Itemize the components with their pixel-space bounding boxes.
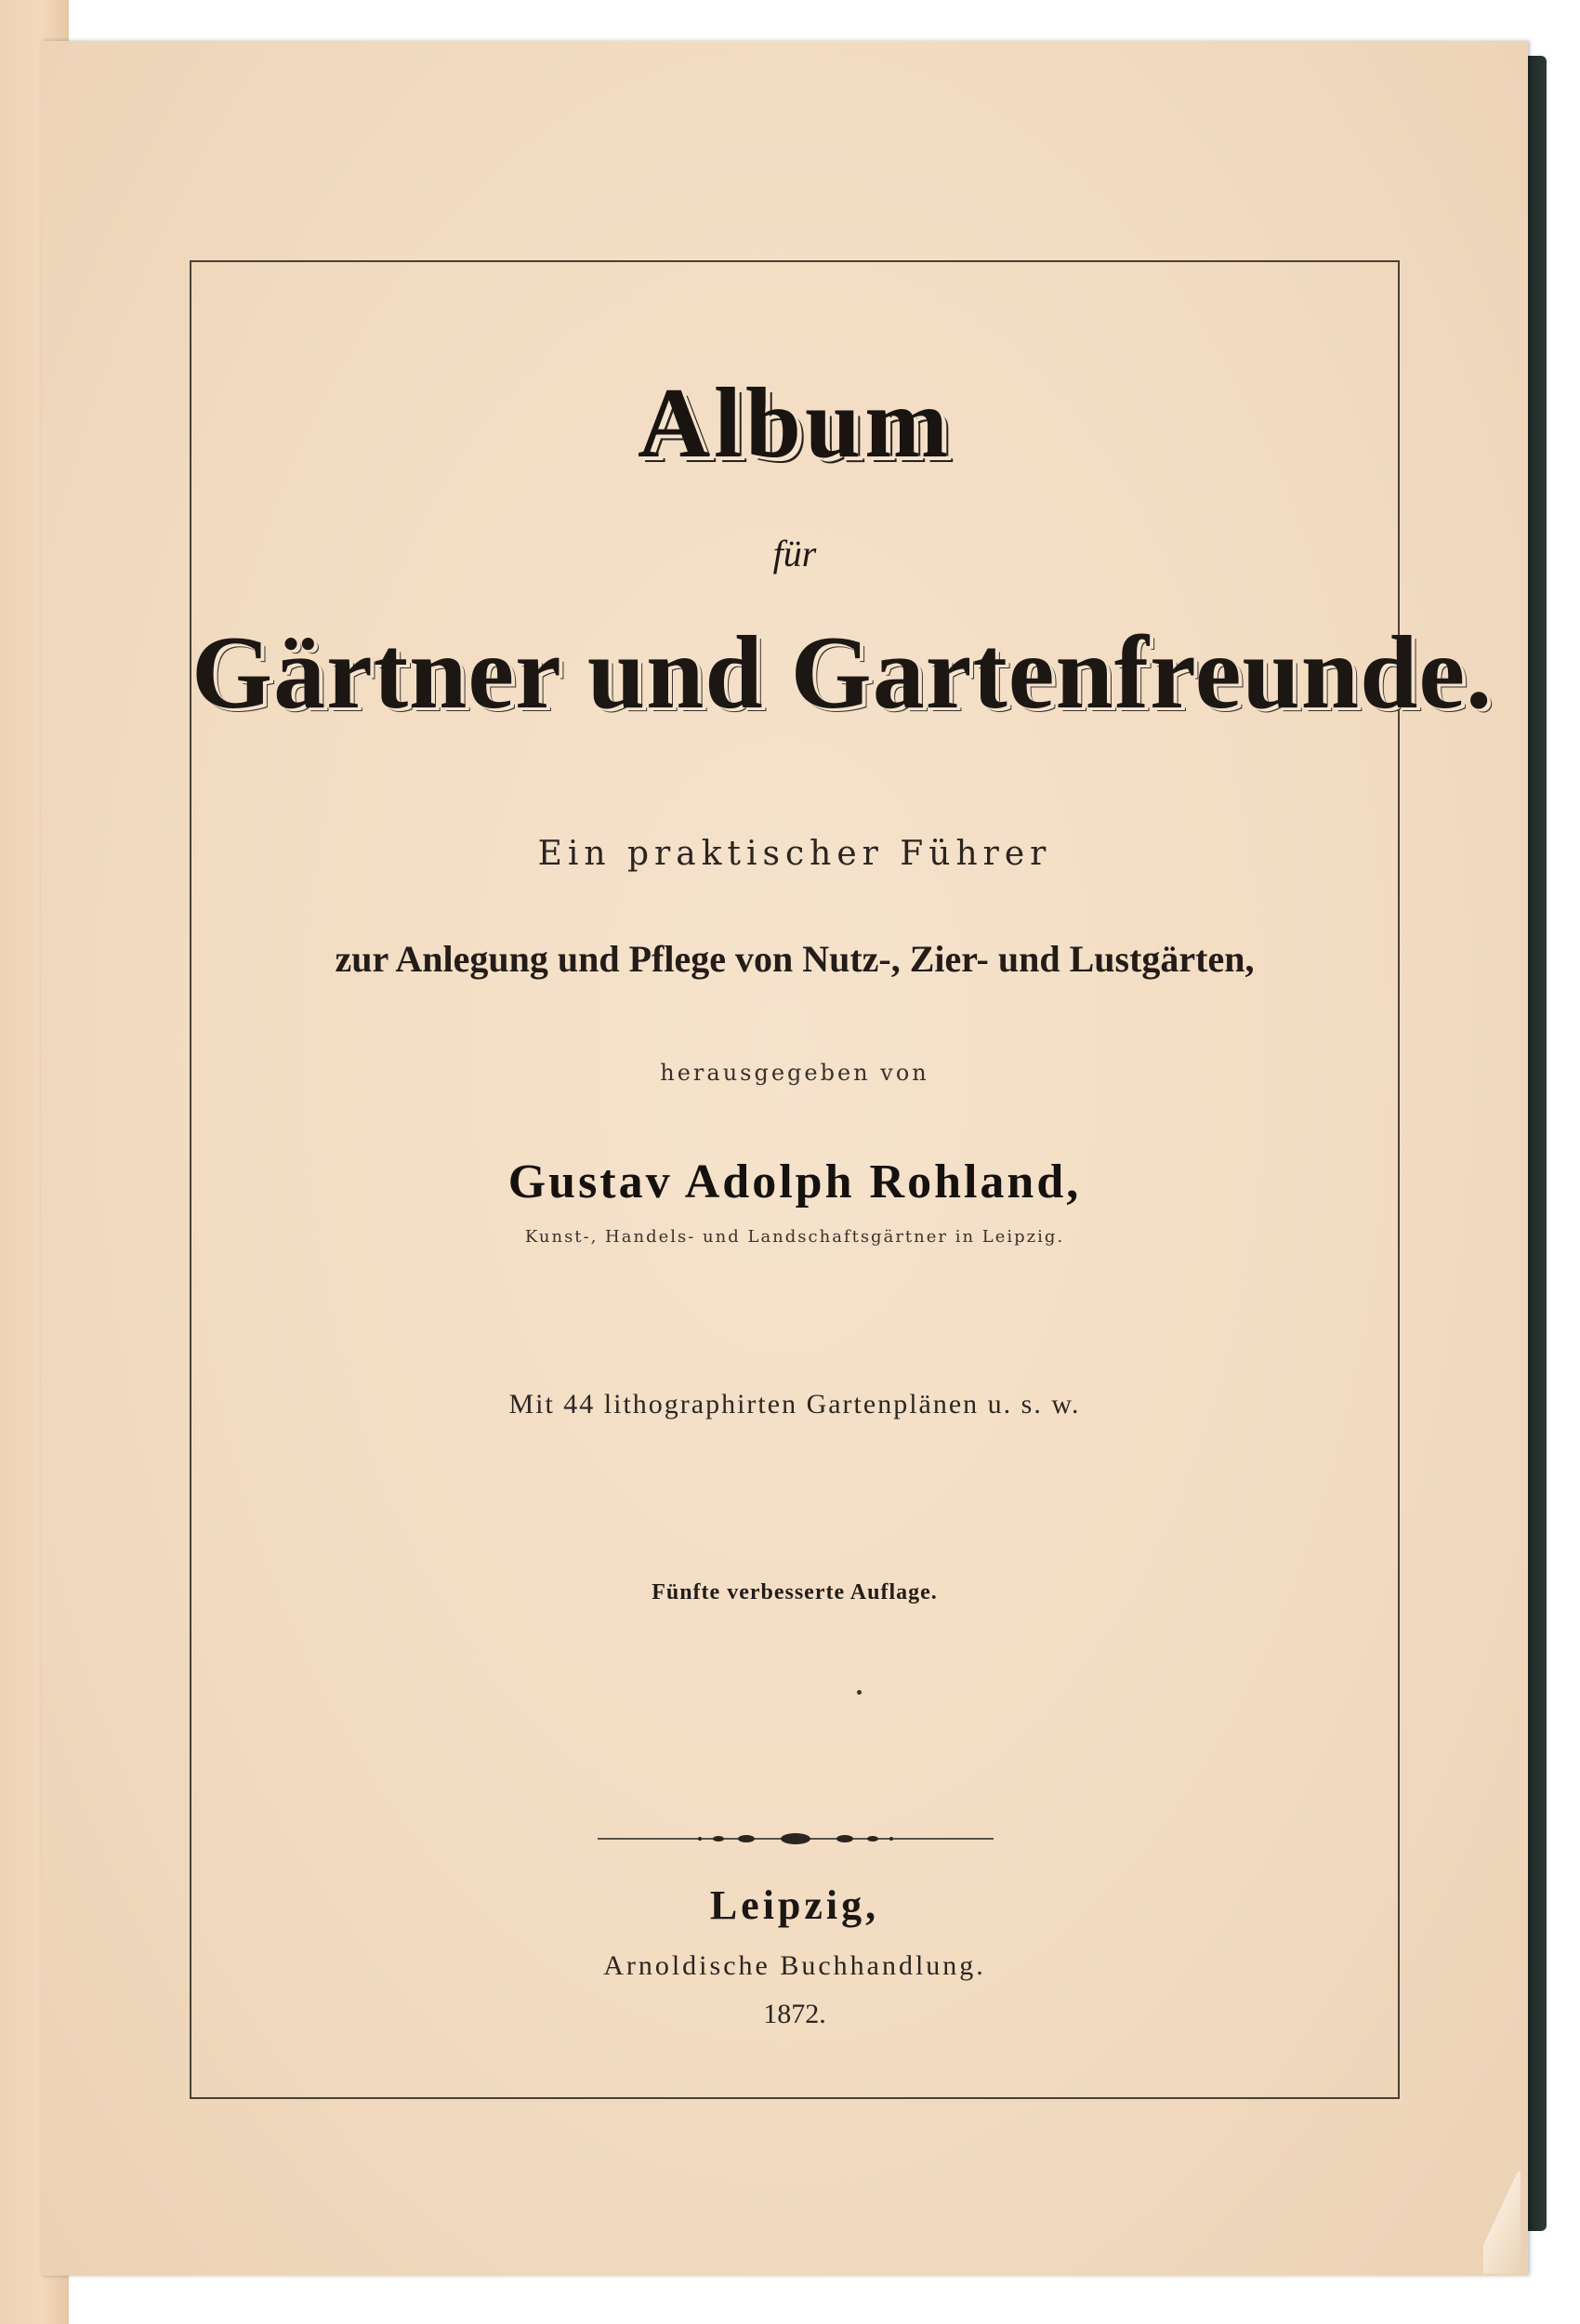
author-name: Gustav Adolph Rohland,	[507, 1155, 1082, 1208]
ornament-divider-icon	[598, 1828, 994, 1850]
book-title: Album	[637, 368, 953, 479]
publication-year: 1872.	[763, 1999, 826, 2029]
illustrations-note: Mit 44 lithographirten Gartenplänen u. s. w.	[508, 1389, 1081, 1419]
author-title: Kunst-, Handels- und Landschaftsgärtner in Leipzig.	[524, 1227, 1065, 1247]
title-page	[41, 41, 1528, 2276]
torn-page-corner	[1483, 2172, 1521, 2274]
subtitle-line-2: zur Anlegung und Pflege von Nutz-, Zier- und Lustgärten,	[335, 938, 1255, 980]
page-border-frame	[190, 260, 1494, 2099]
book-main-title: Gärtner und Gartenfreunde.	[191, 615, 1494, 731]
editor-label: herausgegeben von	[660, 1060, 929, 1086]
decorative-dot	[857, 1690, 862, 1695]
title-preposition: für	[772, 533, 817, 574]
edition-note: Fünfte verbesserte Auflage.	[652, 1580, 938, 1604]
subtitle-line-1: Ein praktischer Führer	[537, 835, 1052, 873]
publisher: Arnoldische Buchhandlung.	[603, 1950, 986, 1981]
publication-place: Leipzig,	[709, 1882, 880, 1928]
